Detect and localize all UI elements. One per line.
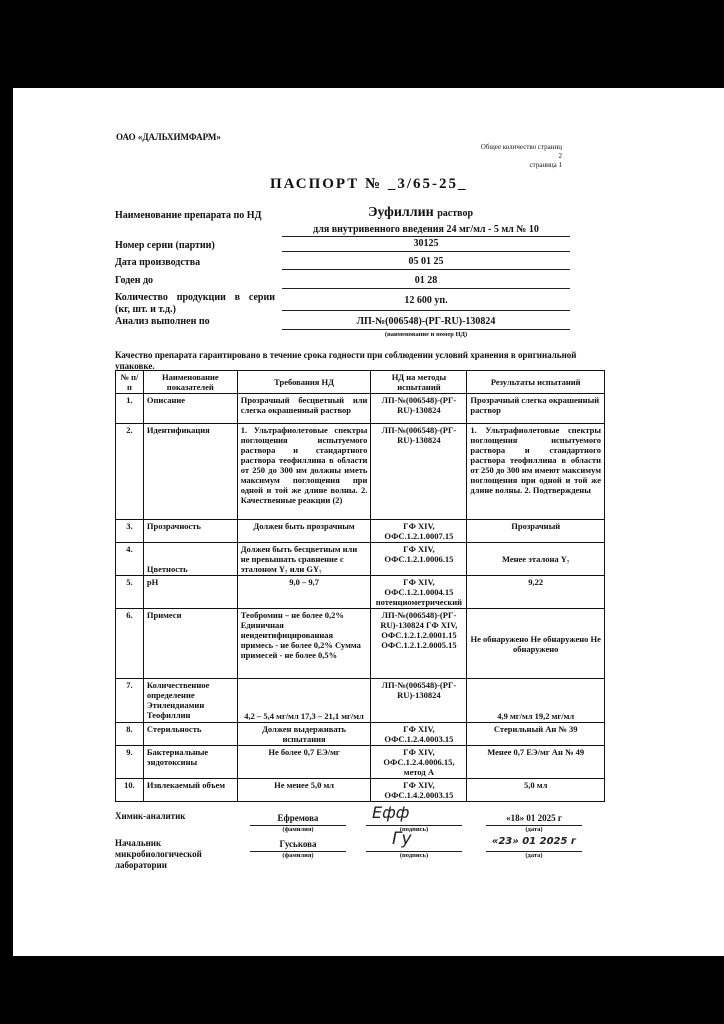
chemist-name-sublabel: (фамилия) <box>282 826 314 833</box>
analysis-standard: ЛП-№(006548)-(РГ-RU)-130824 <box>356 316 496 327</box>
drug-name-label: Наименование препарата по НД <box>115 210 262 221</box>
row-method: ЛП-№(006548)-(РГ-RU)-130824 ГФ XIV, ОФС.1.2.1.2.0001.15 ОФС.1.2.1.2.0005.15 <box>371 609 467 679</box>
row-result: 9,22 <box>467 576 605 609</box>
row-number: 6. <box>116 609 144 679</box>
col-header-indicator: Наименование показателей <box>143 371 237 394</box>
table-row <box>116 520 605 543</box>
row-requirement: 1. Ультрафиолетовые спектры поглощения испытуемого раствора и стандартного раствора теофиллина в области от 250 до 300 нм должны иметь максимум поглощения при одной и той же длине волны. 2. Качественные реакции (2) <box>237 424 371 520</box>
row-result: Менее 0,7 ЕЭ/мг Ан № 49 <box>467 746 605 779</box>
underline <box>282 329 570 330</box>
table-row <box>116 679 605 723</box>
row-method: ЛП-№(006548)-(РГ-RU)-130824 <box>371 679 467 723</box>
row-number: 8. <box>116 723 144 746</box>
row-indicator: Извлекаемый объем <box>143 779 237 802</box>
row-indicator: Цветность <box>143 543 237 576</box>
row-number: 9. <box>116 746 144 779</box>
quantity-label: Количество продукции в серии <box>115 292 275 303</box>
quality-guarantee: Качество препарата гарантировано в течение срока годности при соблюдении условий хранения в оригинальной упаковке. <box>115 350 577 371</box>
row-indicator: Стерильность <box>143 723 237 746</box>
row-result: Менее эталона Y₇ <box>467 543 605 576</box>
scan-border-left <box>0 88 13 956</box>
drug-form: раствор <box>437 208 474 219</box>
batch-value: 30125 <box>413 238 439 249</box>
drug-name <box>368 205 473 221</box>
analysis-label: Анализ выполнен по <box>115 316 210 327</box>
table-header-row <box>116 371 605 394</box>
row-requirement: Не более 0,7 ЕЭ/мг <box>237 746 371 779</box>
table-row <box>116 543 605 576</box>
row-requirement: 9,0 – 9,7 <box>237 576 371 609</box>
row-result: 5,0 мл <box>467 779 605 802</box>
row-number: 10. <box>116 779 144 802</box>
chemist-sign-sublabel: (подпись) <box>399 826 429 833</box>
chemist-label: Химик-аналитик <box>115 811 186 821</box>
scan-border-bottom <box>0 956 724 1024</box>
chemist-name: Ефремова <box>277 813 319 823</box>
table-row <box>116 576 605 609</box>
head-signature: Гу <box>392 829 412 849</box>
row-indicator: Бактериальные эндотоксины <box>143 746 237 779</box>
row-indicator: Прозрачность <box>143 520 237 543</box>
table-row <box>116 746 605 779</box>
row-result: Прозрачный <box>467 520 605 543</box>
drug-name-text: Эуфиллин <box>368 205 434 220</box>
row-indicator: Идентификация <box>143 424 237 520</box>
quantity-label-units: (кг, шт. и т.д.) <box>115 304 176 315</box>
underline <box>282 269 570 270</box>
row-method: ГФ XIV, ОФС.1.2.1.0006.15 <box>371 543 467 576</box>
row-requirement: Не менее 5,0 мл <box>237 779 371 802</box>
head-date: «23» 01 2025 г <box>491 836 577 847</box>
row-indicator: Описание <box>143 394 237 424</box>
row-number: 4. <box>116 543 144 576</box>
row-requirement: 4,2 – 5,4 мг/мл 17,3 – 21,1 мг/мл <box>237 679 371 723</box>
head-sign-sublabel: (подпись) <box>399 852 429 859</box>
row-requirement: Теобромин – не более 0,2% Единичная неидентифицированная примесь - не более 0,2% Сумма примесей - не более 0,5% <box>237 609 371 679</box>
row-method: ГФ XIV, ОФС.1.2.4.0003.15 <box>371 723 467 746</box>
current-page: страница 1 <box>529 161 562 169</box>
head-name-sublabel: (фамилия) <box>282 852 314 859</box>
analysis-sublabel: (наименование и номер НД) <box>384 331 468 338</box>
row-method: ЛП-№(006548)-(РГ-RU)-130824 <box>371 424 467 520</box>
row-result: Стерильный Ан № 39 <box>467 723 605 746</box>
row-result: 4,9 мг/мл 19,2 мг/мл <box>467 679 605 723</box>
quantity-value: 12 600 уп. <box>404 295 448 306</box>
row-requirement: Должен быть прозрачным <box>237 520 371 543</box>
row-result: 1. Ультрафиолетовые спектры поглощения испытуемого раствора и стандартного раствора теофиллина в области от 250 до 300 нм имеют максимум поглощения при одной и той же длине волны. 2. Подтверждены <box>467 424 605 520</box>
underline <box>282 251 570 252</box>
row-requirement: Должен быть бесцветным или не превышать сравнение с эталоном Y₇ или GY₇ <box>237 543 371 576</box>
head-date-sublabel: (дата) <box>525 852 543 859</box>
row-method: ГФ XIV, ОФС.1.2.1.0007.15 <box>371 520 467 543</box>
col-header-requirements: Требования НД <box>237 371 371 394</box>
document-title: ПАСПОРТ № _3/65-25_ <box>270 176 468 192</box>
row-indicator: pH <box>143 576 237 609</box>
table-row <box>116 779 605 802</box>
row-requirement: Прозрачный бесцветный или слегка окрашенный раствор <box>237 394 371 424</box>
row-result: Прозрачный слегка окрашенный раствор <box>467 394 605 424</box>
row-number: 2. <box>116 424 144 520</box>
row-number: 1. <box>116 394 144 424</box>
table-row <box>116 609 605 679</box>
table-row <box>116 394 605 424</box>
total-pages: Общее количество страниц 2 <box>480 143 562 160</box>
head-lab-label: Начальник микробиологической лаборатории <box>115 838 202 870</box>
row-result: Не обнаружено Не обнаружено Не обнаружено <box>467 609 605 679</box>
underline <box>282 236 570 237</box>
production-date: 05 01 25 <box>408 256 444 267</box>
table-row <box>116 424 605 520</box>
chemist-date: «18» 01 2025 г <box>506 813 562 823</box>
row-method: ЛП-№(006548)-(РГ-RU)-130824 <box>371 394 467 424</box>
row-number: 5. <box>116 576 144 609</box>
expiry-label: Годен до <box>115 275 154 286</box>
table-row <box>116 723 605 746</box>
underline <box>282 288 570 289</box>
row-requirement: Должен выдерживать испытания <box>237 723 371 746</box>
row-indicator: Количественное определение Этилендиамин Теофиллин <box>143 679 237 723</box>
drug-description: для внутривенного введения 24 мг/мл - 5 мл № 10 <box>313 224 539 235</box>
underline <box>282 310 570 311</box>
col-header-results: Результаты испытаний <box>467 371 605 394</box>
col-header-test-methods: НД на методы испытаний <box>371 371 467 394</box>
col-header-number: № п/п <box>116 371 144 394</box>
scan-border-top <box>0 0 724 88</box>
row-number: 3. <box>116 520 144 543</box>
batch-label: Номер серии (партии) <box>115 240 215 251</box>
page-counter <box>476 143 562 170</box>
row-method: ГФ XIV, ОФС.1.2.1.0004.15 потенциометрический <box>371 576 467 609</box>
chemist-signature: Ефф <box>372 803 410 822</box>
chemist-date-sublabel: (дата) <box>525 826 543 833</box>
row-method: ГФ XIV, ОФС.1.2.4.0006.15, метод А <box>371 746 467 779</box>
production-date-label: Дата производства <box>115 257 201 268</box>
row-number: 7. <box>116 679 144 723</box>
results-table <box>115 370 605 802</box>
expiry-date: 01 28 <box>414 275 438 286</box>
company-name: ОАО «ДАЛЬХИМФАРМ» <box>116 132 221 142</box>
head-name: Гуськова <box>279 839 317 849</box>
row-indicator: Примеси <box>143 609 237 679</box>
row-method: ГФ XIV, ОФС.1.4.2.0003.15 <box>371 779 467 802</box>
